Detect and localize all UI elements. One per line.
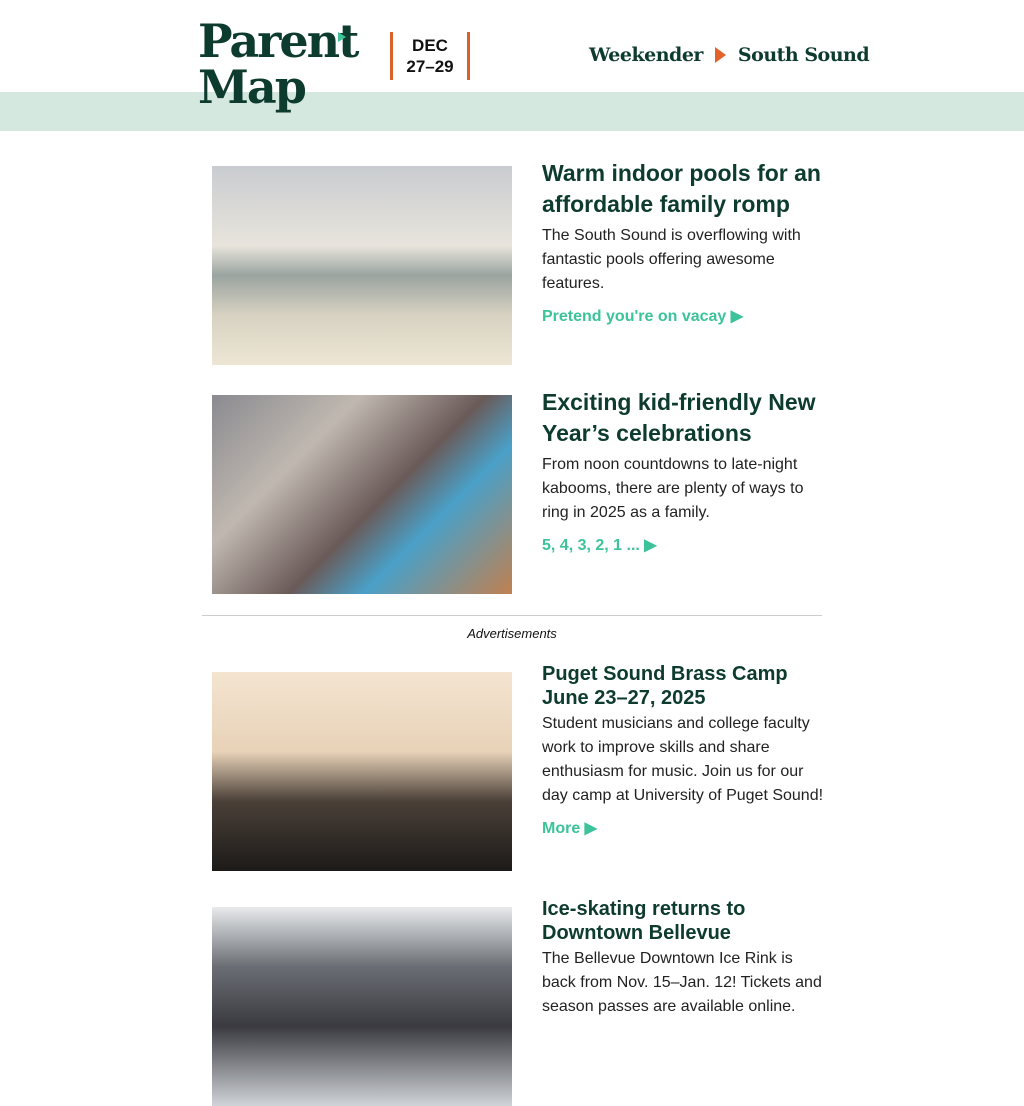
- header: [0, 0, 1024, 114]
- brass-camp-image[interactable]: [212, 672, 512, 871]
- ad-link[interactable]: More ▶: [542, 820, 597, 837]
- pool-image[interactable]: [212, 166, 512, 365]
- newyear-image[interactable]: [212, 395, 512, 594]
- arrow-right-icon: [715, 47, 726, 63]
- article-link[interactable]: Pretend you're on vacay ▶: [542, 308, 744, 325]
- logo-triangle-icon: [338, 32, 346, 42]
- ads-label: Advertisements: [467, 626, 557, 641]
- ice-skating-image[interactable]: [212, 907, 512, 1106]
- article-desc: The South Sound is overflowing with fantastic pools offering awesome features.: [542, 227, 801, 292]
- article-link[interactable]: 5, 4, 3, 2, 1 ... ▶: [542, 537, 657, 554]
- article-title[interactable]: Exciting kid-friendly New Year’s celebrations: [542, 389, 816, 446]
- divider: [202, 615, 822, 616]
- ad-desc: Student musicians and college faculty work to improve skills and share enthusiasm for music. Join us for our day camp at University of Puget Sound!: [542, 715, 824, 804]
- ad-desc: The Bellevue Downtown Ice Rink is back from Nov. 15–Jan. 12! Tickets and season passes are available online.: [542, 950, 822, 1015]
- ad-title[interactable]: Puget Sound Brass Camp June 23–27, 2025: [542, 663, 788, 709]
- parentmap-logo[interactable]: Parent Map: [198, 14, 358, 114]
- header-band: [0, 92, 1024, 131]
- article-title[interactable]: Warm indoor pools for an affordable family romp: [542, 160, 821, 217]
- article-desc: From noon countdowns to late-night kabooms, there are plenty of ways to ring in 2025 as a family.: [542, 456, 804, 521]
- ad-title[interactable]: Ice-skating returns to Downtown Bellevue: [542, 898, 746, 944]
- date-badge: DEC 27–29: [390, 32, 470, 80]
- breadcrumb: Weekender South Sound: [589, 44, 870, 66]
